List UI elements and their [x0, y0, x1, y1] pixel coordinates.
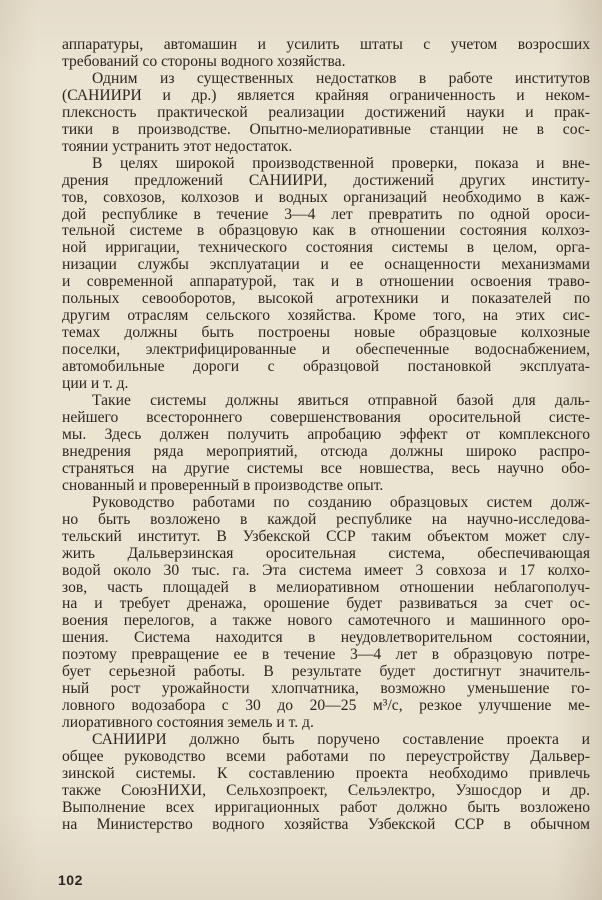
- text-line: дрения предложений САНИИРИ, достижений других институ-: [62, 171, 590, 189]
- text-line: В целях широкой производственной проверки, показа и вне-: [92, 154, 590, 172]
- text-line: внедрения ряда мероприятий, отсюда должны широко распро-: [62, 442, 590, 460]
- text-line: общее руководство всеми работами по переустройству Дальвер-: [62, 748, 590, 766]
- paragraph: [62, 732, 590, 834]
- text-line: ции и т. д.: [62, 375, 129, 393]
- text-line: низации службы эксплуатации и ее оснащенности механизмами: [62, 256, 590, 274]
- text-line: автомобильные дороги с образцовой постановкой эксплуата-: [62, 358, 590, 376]
- text-line: ный рост урожайности хлопчатника, возможно уменьшение го-: [62, 680, 590, 698]
- text-line: зинской системы. К составлению проекта необходимо привлечь: [62, 764, 590, 782]
- text-line: снованный и проверенный в производстве опыт.: [62, 476, 384, 494]
- text-line: на и требует дренажа, орошение будет развиваться за счет ос-: [62, 595, 590, 613]
- text-line: поэтому превращение ее в течение 3—4 лет в образцовую потре-: [62, 646, 590, 664]
- page-body-text: [62, 37, 590, 834]
- text-line: мы. Здесь должен получить апробацию эффект от комплексного: [62, 425, 590, 443]
- text-line: дой республике в течение 3—4 лет превратить по одной ороси-: [62, 205, 590, 223]
- text-line: польных севооборотов, высокой агротехники и показателей по: [62, 290, 590, 308]
- text-line: также СоюзНИХИ, Сельхозпроект, Сельэлектро, Узшосдор и др.: [62, 781, 590, 799]
- text-line: Такие системы должны явиться отправной базой для даль-: [92, 392, 590, 410]
- text-line: но быть возложено в каждой республике на научно-исследова-: [62, 510, 590, 528]
- text-line: тики в производстве. Опытно-мелиоративные станции не в сос-: [62, 120, 590, 138]
- text-line: страняться на другие системы все новшества, весь научно обо-: [62, 459, 590, 477]
- paragraph: [62, 37, 590, 71]
- text-line: ловного водозабора с 30 до 20—25 м³/с, резкое улучшение ме-: [62, 697, 590, 715]
- text-line: Одним из существенных недостатков в работе институтов: [92, 69, 590, 87]
- paragraph: [62, 71, 590, 156]
- page-number: 102: [58, 872, 83, 888]
- text-line: Выполнение всех ирригационных работ должно быть возложено: [62, 798, 590, 816]
- paragraph: [62, 393, 590, 495]
- text-line: другим отраслям сельского хозяйства. Кроме того, на этих сис-: [62, 307, 590, 325]
- text-line: ной ирригации, технического состояния системы в целом, орга-: [62, 239, 590, 257]
- text-line: жить Дальверзинская оросительная система, обеспечивающая: [62, 544, 590, 562]
- text-line: требований со стороны водного хозяйства.: [62, 52, 346, 70]
- paragraph: [62, 495, 590, 732]
- paragraph: [62, 156, 590, 393]
- text-line: нейшего всестороннего совершенствования оросительной систе-: [62, 408, 590, 426]
- text-line: воения перелогов, а также нового самотечного и машинного оро-: [62, 612, 590, 630]
- text-line: поселки, электрифицированные и обеспеченные водоснабжением,: [62, 341, 590, 359]
- text-line: тельский институт. В Узбекской ССР таким объектом может слу-: [62, 527, 590, 545]
- text-line: САНИИРИ должно быть поручено составление проекта и: [92, 731, 590, 749]
- text-line: и современной аппаратурой, так и в отношении освоения траво-: [62, 273, 590, 291]
- text-line: тов, совхозов, колхозов и водных организаций необходимо в каж-: [62, 188, 590, 206]
- text-line: аппаратуры, автомашин и усилить штаты с учетом возросших: [62, 36, 590, 53]
- text-line: Руководство работами по созданию образцовых систем долж-: [92, 493, 590, 511]
- text-line: шения. Система находится в неудовлетворительном состоянии,: [62, 629, 590, 647]
- text-line: лиоративного состояния земель и т. д.: [62, 714, 314, 732]
- text-line: на Министерство водного хозяйства Узбекской ССР в обычном: [62, 815, 590, 833]
- text-line: темах должны быть построены новые образцовые колхозные: [62, 324, 590, 342]
- text-line: тельной системе в образцовую как в отношении состояния колхоз-: [62, 222, 590, 240]
- text-line: водой около 30 тыс. га. Эта система имеет 3 совхоза и 17 колхо-: [62, 561, 590, 579]
- text-line: бует серьезной работы. В результате будет достигнут значитель-: [62, 663, 590, 681]
- text-line: плексность практической реализации достижений науки и прак-: [62, 103, 590, 121]
- text-line: тоянии устранить этот недостаток.: [62, 137, 293, 155]
- text-line: зов, часть площадей в мелиоративном отношении неблагополуч-: [62, 578, 590, 596]
- text-line: (САНИИРИ и др.) является крайняя ограниченность и неком-: [62, 86, 590, 104]
